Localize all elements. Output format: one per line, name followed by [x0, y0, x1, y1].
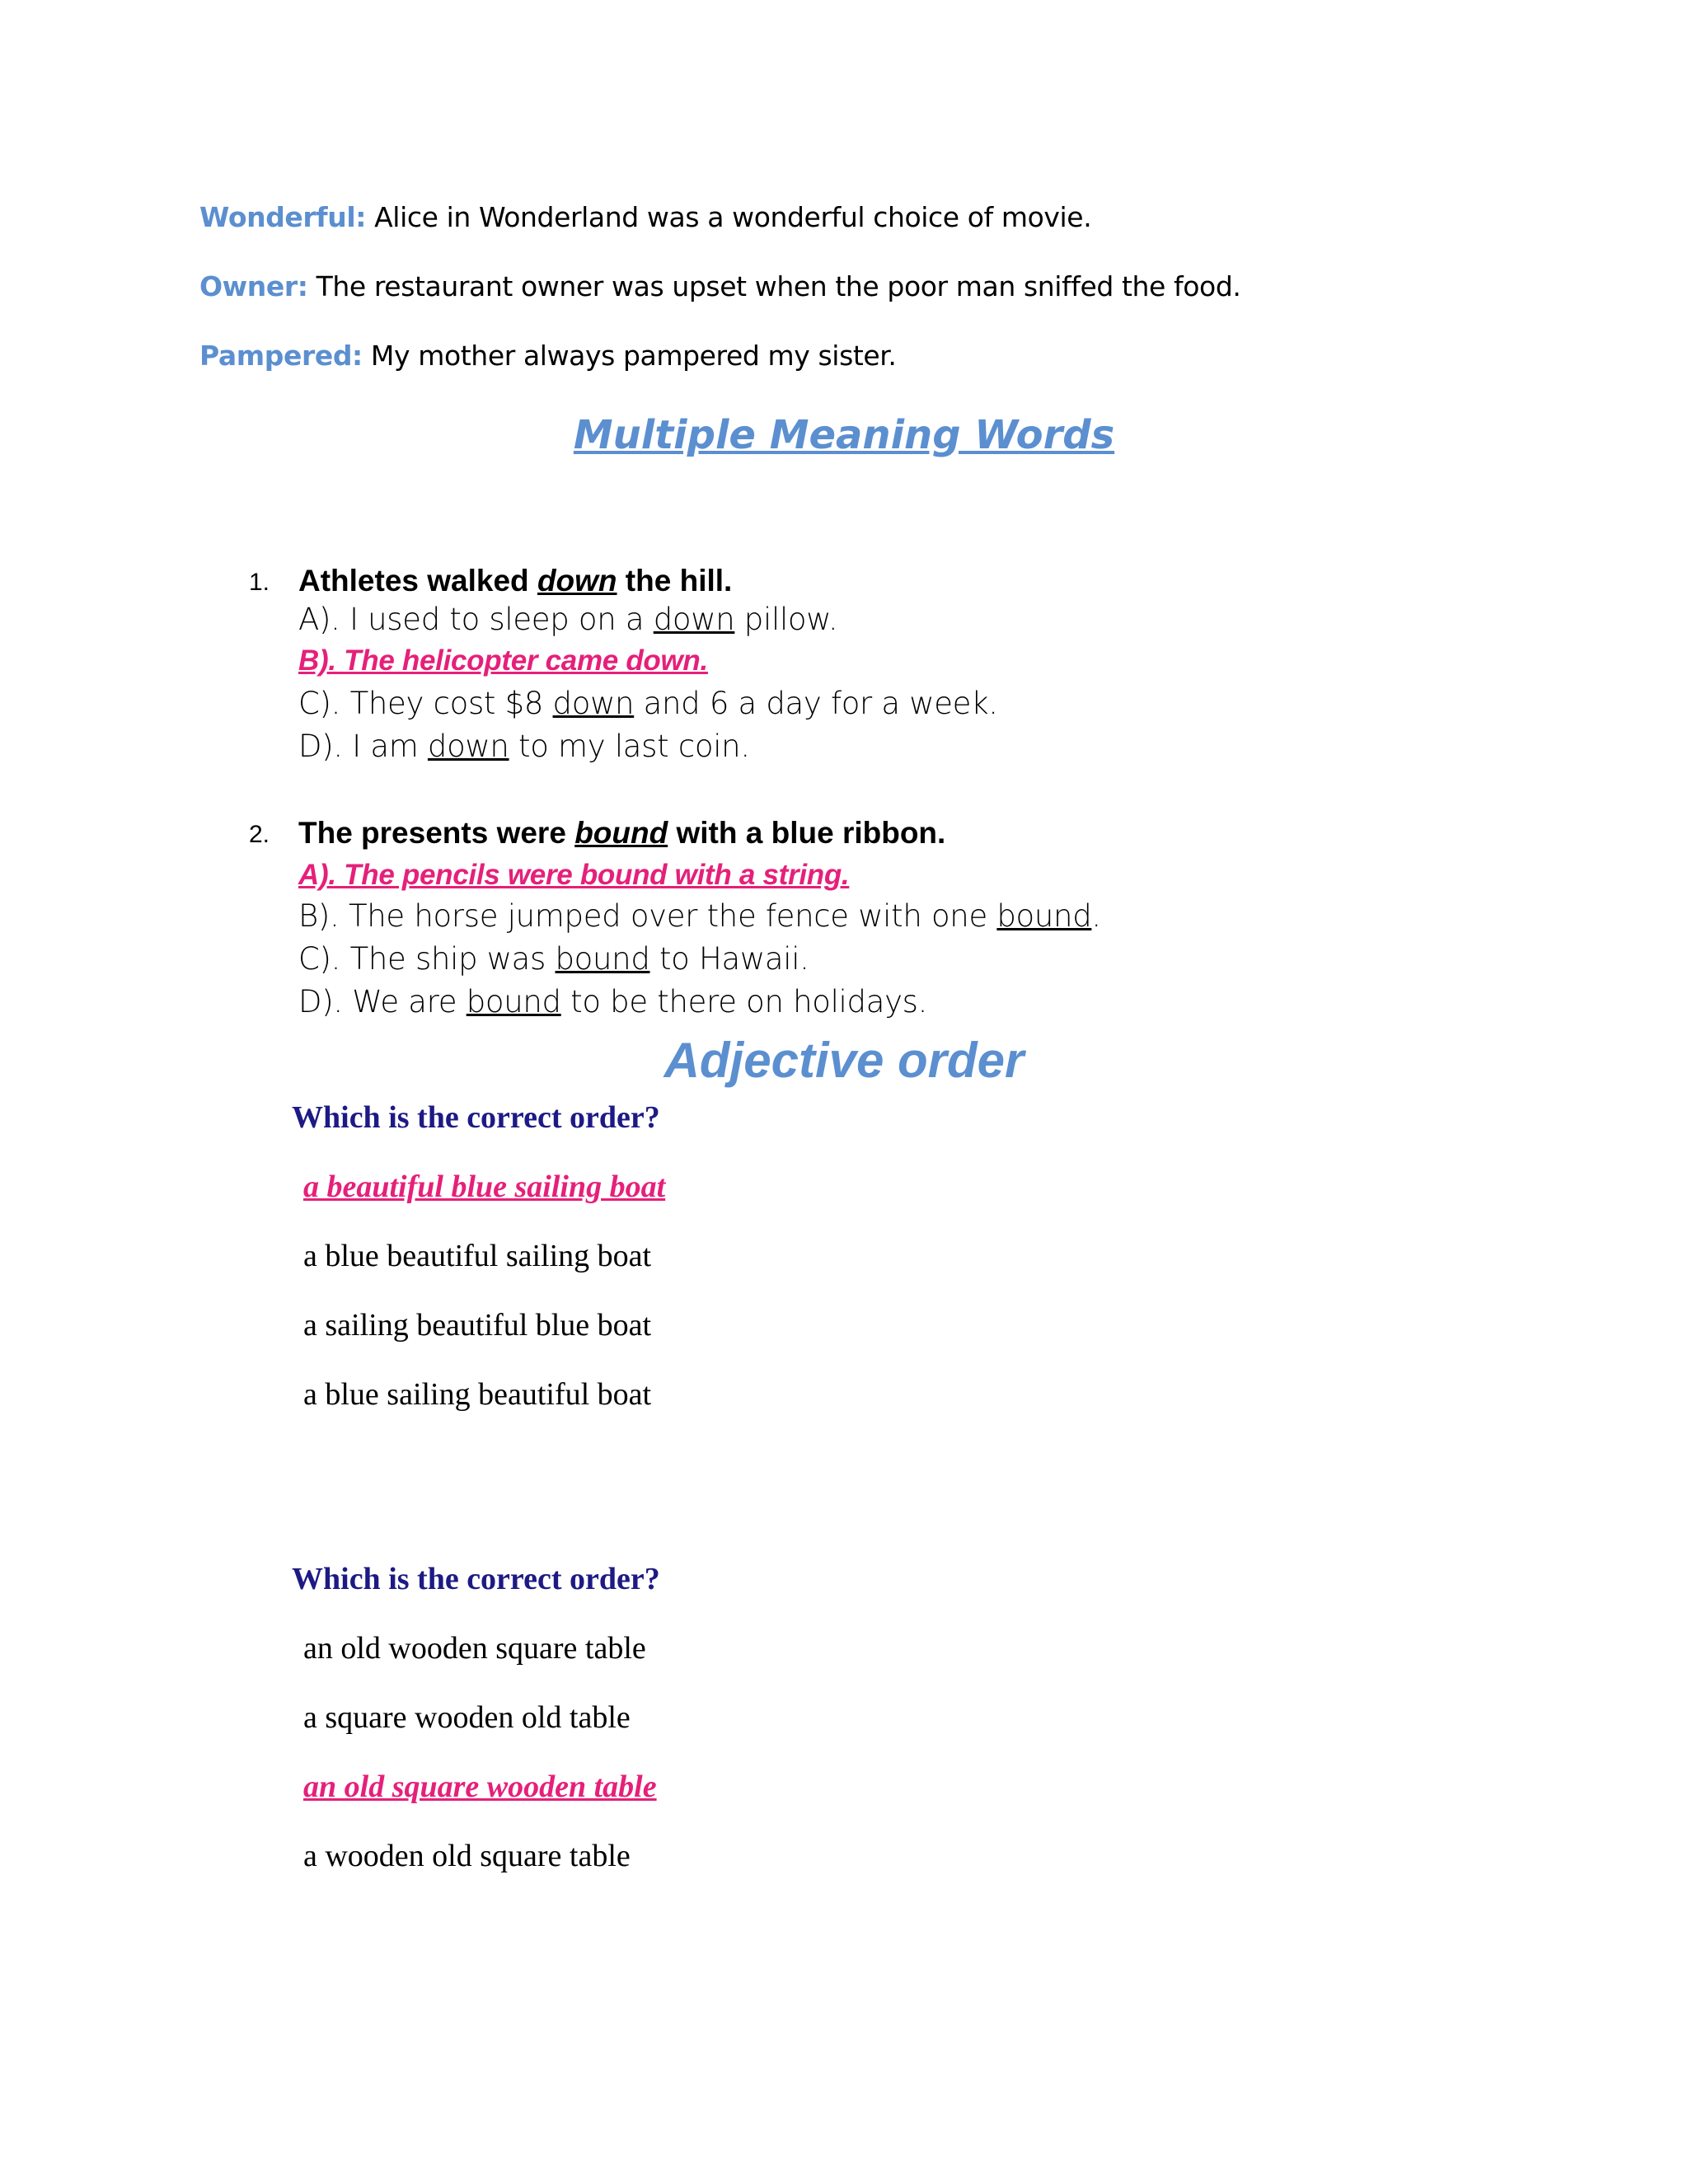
adjective-prompt: Which is the correct order?	[292, 1562, 660, 1596]
option-b	[298, 898, 1101, 934]
option-text: .	[1091, 898, 1101, 934]
option-keyword: bound	[555, 941, 650, 977]
option-text: B). The horse jumped over the fence with one	[298, 898, 997, 934]
stem-keyword: bound	[574, 816, 668, 850]
option-keyword: bound	[996, 898, 1092, 934]
option-text: C). The ship was	[298, 941, 556, 977]
option-text: pillow.	[734, 602, 838, 637]
option-text: to be there on holidays.	[560, 984, 928, 1019]
option-text: C). They cost $8	[298, 686, 553, 721]
vocab-sentence: My mother always pampered my sister.	[362, 340, 897, 372]
question-stem	[298, 564, 732, 598]
question-number: 2.	[249, 821, 270, 848]
stem-text: The presents were	[298, 816, 575, 850]
option-text: D). I am	[298, 729, 428, 764]
adjective-option: a blue beautiful sailing boat	[303, 1239, 652, 1273]
vocab-sentence: The restaurant owner was upset when the poor man sniffed the food.	[307, 270, 1241, 302]
option-d	[298, 729, 750, 764]
option-keyword: bound	[466, 984, 561, 1019]
vocab-term: Pampered:	[199, 340, 363, 372]
adjective-option: a sailing beautiful blue boat	[303, 1308, 652, 1343]
vocab-term: Wonderful:	[199, 201, 367, 233]
option-text: A). I used to sleep on a	[298, 602, 654, 637]
option-keyword: down	[653, 602, 735, 637]
option-keyword: down	[552, 686, 635, 721]
adjective-option: a blue sailing beautiful boat	[303, 1377, 652, 1412]
question-stem	[298, 816, 945, 851]
vocab-sentence: Alice in Wonderland was a wonderful choice of movie.	[366, 201, 1092, 233]
adjective-option: a square wooden old table	[303, 1700, 631, 1735]
adjective-option: an old wooden square table	[303, 1631, 646, 1666]
option-c	[298, 686, 998, 721]
vocab-term: Owner:	[199, 270, 308, 302]
option-b-correct: B). The helicopter came down.	[298, 644, 708, 677]
vocab-line-wonderful	[199, 201, 1091, 233]
stem-text: the hill.	[617, 564, 733, 598]
option-text: to Hawaii.	[649, 941, 809, 977]
option-text: and 6 a day for a week.	[634, 686, 998, 721]
option-a-correct: A). The pencils were bound with a string.	[298, 859, 850, 891]
adjective-option-correct: an old square wooden table	[303, 1769, 657, 1804]
adjective-option-correct: a beautiful blue sailing boat	[303, 1169, 666, 1204]
adjective-prompt: Which is the correct order?	[292, 1100, 660, 1135]
option-keyword: down	[427, 729, 509, 764]
question-number: 1.	[249, 569, 270, 596]
option-d	[298, 984, 927, 1019]
vocab-line-pampered	[199, 340, 897, 372]
stem-keyword: down	[537, 564, 617, 598]
adjective-order-title: Adjective order	[663, 1033, 1025, 1088]
vocab-line-owner	[199, 270, 1241, 302]
adjective-option: a wooden old square table	[303, 1839, 631, 1873]
stem-text: with a blue ribbon.	[668, 816, 946, 850]
option-text: D). We are	[298, 984, 467, 1019]
option-c	[298, 941, 809, 977]
multiple-meaning-title: Multiple Meaning Words	[573, 412, 1115, 458]
stem-text: Athletes walked	[298, 564, 537, 598]
option-text: to my last coin.	[509, 729, 750, 764]
option-a	[298, 602, 837, 637]
